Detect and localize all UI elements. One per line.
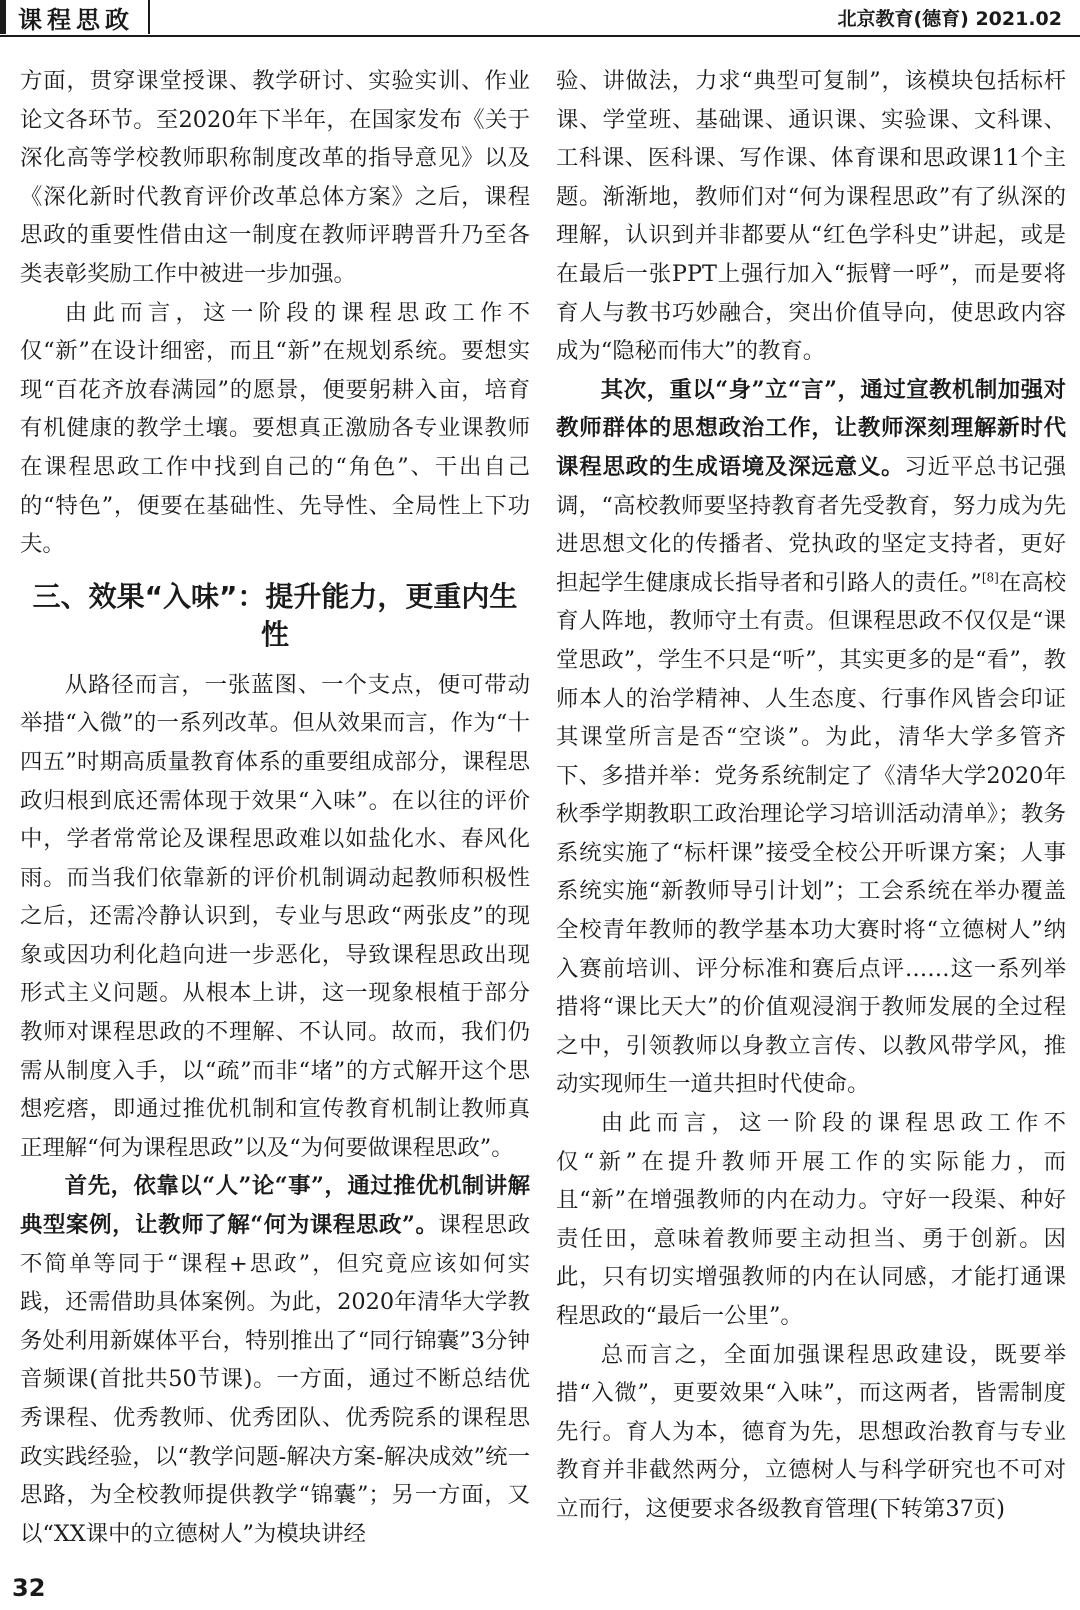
paragraph bbox=[20, 1167, 530, 1553]
right-column bbox=[556, 62, 1066, 1529]
paragraph-text: 课程思政不简单等同于“课程+思政”，但究竟应该如何实践，还需借助具体案例。为此，2020年清华大学教务处利用新媒体平台，特别推出了“同行锦囊”3分钟音频课(首批共50节课)。一方面，通过不断总结优秀课程、优秀教师、优秀团队、优秀院系的课程思政实践经验，以“教学问题-解决方案-解决成效”统一思路，为全校教师提供教学“锦囊”；另一方面，又以“XX课中的立德树人”为模块讲经 bbox=[20, 1212, 531, 1547]
paragraph-text: 习近平总书记强调，“高校教师要坚持教育者先受教育，努力成为先进思想文化的传播者、党执政的坚定支持者，更好担起学生健康成长指导者和引路人的责任。” bbox=[556, 453, 1067, 596]
citation-ref: [8] bbox=[981, 570, 999, 585]
section-label: 课程思政 bbox=[0, 0, 150, 34]
bold-lead: 其次，重以“身”立“言”，通过宣教机制加强对教师群体的思想政治工作，让教师深刻理解新时代课程思政的生成语境及深远意义。 bbox=[556, 376, 1066, 480]
left-column bbox=[20, 62, 530, 1553]
paragraph: 验、讲做法，力求“典型可复制”，该模块包括标杆课、学堂班、基础课、通识课、实验课、文科课、工科课、医科课、写作课、体育课和思政课11个主题。渐渐地，教师们对“何为课程思政”有了纵深的理解，认识到并非都要从“红色学科史”讲起，或是在最后一张PPT上强行加入“振臂一呼”，而是要将育人与教书巧妙融合，突出价值导向，使思政内容成为“隐秘而伟大”的教育。 bbox=[556, 68, 1066, 365]
paragraph bbox=[556, 1336, 1066, 1529]
paragraph-text: 在高校育人阵地，教师守土有责。但课程思政不仅仅是“课堂思政”，学生不只是“听”，其实更多的是“看”，教师本人的治学精神、人生态度、行事作风皆会印证其课堂所言是否“空谈”。为此，清华大学多管齐下、多措并举：党务系统制定了《清华大学2020年秋季学期教职工政治理论学习培训活动清单》；教务系统实施了“标杆课”接受全校公开听课方案；人事系统实施“新教师导引计划”；工会系统在举办覆盖全校青年教师的教学基本功大赛时将“立德树人”纳入赛前培训、评分标准和赛后点评……这一系列举措将“课比天大”的价值观浸润于教师发展的全过程之中，引领教师以身教立言传、以教风带学风，推动实现师生一道共担时代使命。 bbox=[556, 569, 1067, 1098]
paragraph: 从路径而言，一张蓝图、一个支点，便可带动举措“入微”的一系列改革。但从效果而言，作为“十四五”时期高质量教育体系的重要组成部分，课程思政归根到底还需体现于效果“入味”。在以往的评价中，学者常常论及课程思政难以如盐化水、春风化雨。而当我们依靠新的评价机制调动起教师积极性之后，还需冷静认识到，专业与思政“两张皮”的现象或因功利化趋向进一步恶化，导致课程思政出现形式主义问题。从根本上讲，这一现象根植于部分教师对课程思政的不理解、不认同。故而，我们仍需从制度入手，以“疏”而非“堵”的方式解开这个思想疙瘩，即通过推优机制和宣传教育机制让教师真正理解“何为课程思政”以及“为何要做课程思政”。 bbox=[20, 671, 530, 1161]
page-number: 32 bbox=[12, 1574, 46, 1602]
paragraph: 由此而言，这一阶段的课程思政工作不仅“新”在提升教师开展工作的实际能力，而且“新”在增强教师的内在动力。守好一段渠、种好责任田，意味着教师要主动担当、勇于创新。因此，只有切实增强教师的内在认同感，才能打通课程思政的“最后一公里”。 bbox=[556, 1110, 1066, 1329]
paragraph bbox=[556, 371, 1066, 1104]
journal-issue: 北京教育(德育) 2021.02 bbox=[837, 8, 1062, 30]
header-rule bbox=[0, 35, 1080, 37]
paragraph: 由此而言，这一阶段的课程思政工作不仅“新”在设计细密，而且“新”在规划系统。要想实现“百花齐放春满园”的愿景，便要躬耕入亩，培育有机健康的教学土壤。要想真正激励各专业课教师在课程思政工作中找到自己的“角色”、干出自己的“特色”，便要在基础性、先导性、全局性上下功夫。 bbox=[20, 299, 530, 558]
continuation-note: (下转第37页) bbox=[869, 1495, 1005, 1522]
paragraph: 方面，贯穿课堂授课、教学研讨、实验实训、作业论文各环节。至2020年下半年，在国家发布《关于深化高等学校教师职称制度改革的指导意见》以及《深化新时代教育评价改革总体方案》之后，课程思政的重要性借由这一制度在教师评聘晋升乃至各类表彰奖励工作中被进一步加强。 bbox=[20, 68, 530, 287]
section-heading: 三、效果“入味”：提升能力，更重内生性 bbox=[32, 579, 518, 651]
bold-lead: 首先，依靠以“人”论“事”，通过推优机制讲解典型案例，让教师了解“何为课程思政”。 bbox=[20, 1173, 530, 1239]
page-header bbox=[0, 0, 1080, 36]
paragraph-text: 总而言之，全面加强课程思政建设，既要举措“入微”，更要效果“入味”，而这两者，皆需制度先行。育人为本，德育为先，思想政治教育与专业教育并非截然两分，立德树人与科学研究也不可对立而行，这便要求各级教育管理 bbox=[556, 1341, 1066, 1522]
